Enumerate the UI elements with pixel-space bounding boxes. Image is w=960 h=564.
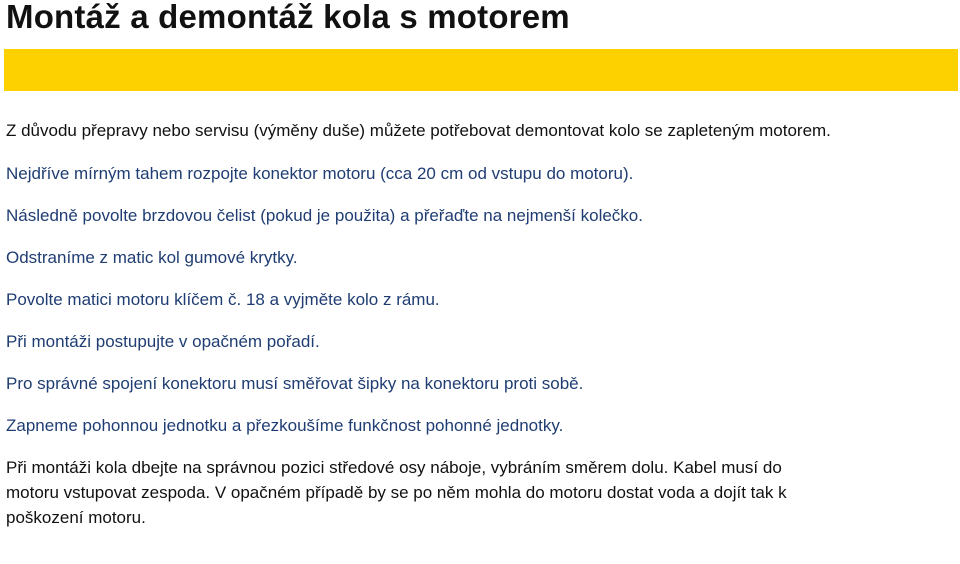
step-connector-arrows: Pro správné spojení konektoru musí směřovat šipky na konektoru proti sobě.: [6, 374, 584, 393]
warning-note-line: poškození motoru.: [6, 508, 146, 527]
yellow-accent-bar: [4, 49, 958, 91]
step-disconnect-connector: Nejdříve mírným tahem rozpojte konektor motoru (cca 20 cm od vstupu do motoru).: [6, 164, 634, 183]
step-reverse-order: Při montáži postupujte v opačném pořadí.: [6, 332, 320, 351]
step-test-drive-unit: Zapneme pohonnou jednotku a přezkoušíme funkčnost pohonné jednotky.: [6, 416, 564, 435]
warning-note-line: Při montáži kola dbejte na správnou pozici středové osy náboje, vybráním směrem dolu. Kabel musí do: [6, 458, 782, 477]
step-release-brake: Následně povolte brzdovou čelist (pokud je použita) a přeřaďte na nejmenší kolečko.: [6, 206, 643, 225]
page-title: Montáž a demontáž kola s motorem: [6, 0, 570, 35]
intro-paragraph: Z důvodu přepravy nebo servisu (výměny duše) můžete potřebovat demontovat kolo se zapleteným motorem.: [6, 121, 831, 140]
step-loosen-nut: Povolte matici motoru klíčem č. 18 a vyjměte kolo z rámu.: [6, 290, 440, 309]
warning-note-line: motoru vstupovat zespoda. V opačném případě by se po něm mohla do motoru dostat voda a dojít tak k: [6, 483, 787, 502]
warning-note: [6, 455, 950, 530]
step-remove-caps: Odstraníme z matic kol gumové krytky.: [6, 248, 298, 267]
slide-body: [6, 118, 950, 530]
